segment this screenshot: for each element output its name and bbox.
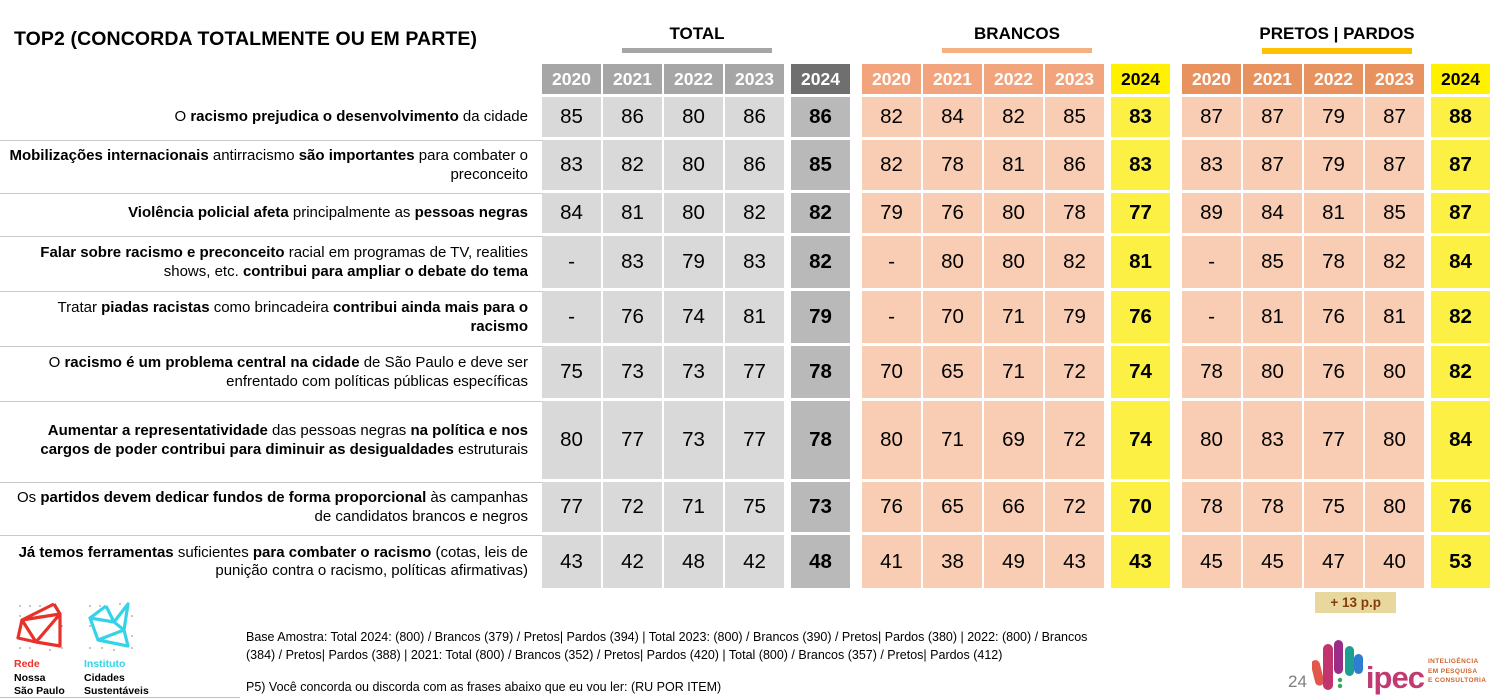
group-underline-pretos_pardos: [1262, 48, 1412, 54]
value-pretos_pardos-2021: 85: [1243, 236, 1302, 288]
value-total-2022: 74: [664, 291, 723, 343]
value-total-2023: 86: [725, 97, 784, 137]
table-row: [0, 193, 1500, 233]
value-total-2020: 43: [542, 535, 601, 588]
value-pretos_pardos-2020: 80: [1182, 401, 1241, 479]
value-pretos_pardos-2024: 84: [1431, 236, 1490, 288]
value-brancos-2022: 71: [984, 346, 1043, 398]
year-header-total-2020: 2020: [542, 64, 601, 94]
value-pretos_pardos-2021: 45: [1243, 535, 1302, 588]
value-pretos_pardos-2022: 77: [1304, 401, 1363, 479]
logo-rede-line2: Nossa: [14, 671, 46, 684]
value-pretos_pardos-2022: 78: [1304, 236, 1363, 288]
table-row: [0, 535, 1500, 588]
value-brancos-2023: 86: [1045, 140, 1104, 190]
value-brancos-2024: 76: [1111, 291, 1170, 343]
value-brancos-2023: 72: [1045, 401, 1104, 479]
value-brancos-2024: 77: [1111, 193, 1170, 233]
value-total-2023: 81: [725, 291, 784, 343]
value-brancos-2024: 81: [1111, 236, 1170, 288]
group-header-row: [0, 10, 1500, 54]
value-pretos_pardos-2020: 83: [1182, 140, 1241, 190]
value-pretos_pardos-2023: 40: [1365, 535, 1424, 588]
value-total-2024: 48: [791, 535, 850, 588]
value-pretos_pardos-2022: 81: [1304, 193, 1363, 233]
value-total-2023: 77: [725, 401, 784, 479]
value-brancos-2023: 79: [1045, 291, 1104, 343]
year-header-total-2021: 2021: [603, 64, 662, 94]
row-statement: Os partidos devem dedicar fundos de forma proporcional às campanhas de candidatos brancos e negros: [0, 482, 542, 532]
value-brancos-2022: 82: [984, 97, 1043, 137]
value-brancos-2020: -: [862, 236, 921, 288]
row-statement: Aumentar a representatividade das pessoas negras na política e nos cargos de poder contribui para diminuir as desigualdades estruturais: [0, 401, 542, 479]
value-brancos-2021: 65: [923, 346, 982, 398]
year-header-pretos_pardos-2020: 2020: [1182, 64, 1241, 94]
ipec-logo-area: [1288, 638, 1486, 694]
annotation-row: [0, 592, 1500, 613]
row-statement: Mobilizações internacionais antirracismo são importantes para combater o preconceito: [0, 140, 542, 190]
value-total-2021: 82: [603, 140, 662, 190]
group-header-total: [542, 10, 852, 54]
value-brancos-2022: 80: [984, 236, 1043, 288]
value-pretos_pardos-2020: -: [1182, 291, 1241, 343]
value-brancos-2020: 82: [862, 140, 921, 190]
value-pretos_pardos-2023: 87: [1365, 97, 1424, 137]
value-brancos-2021: 71: [923, 401, 982, 479]
group-header-brancos: [862, 10, 1172, 54]
value-pretos_pardos-2024: 53: [1431, 535, 1490, 588]
value-total-2021: 42: [603, 535, 662, 588]
value-brancos-2023: 85: [1045, 97, 1104, 137]
value-total-2022: 71: [664, 482, 723, 532]
value-brancos-2023: 72: [1045, 482, 1104, 532]
logo-instituto-cidades-sustentaveis: [84, 600, 149, 699]
value-pretos_pardos-2024: 76: [1431, 482, 1490, 532]
value-pretos_pardos-2020: 78: [1182, 346, 1241, 398]
value-total-2021: 86: [603, 97, 662, 137]
value-total-2023: 82: [725, 193, 784, 233]
value-total-2023: 77: [725, 346, 784, 398]
value-total-2022: 80: [664, 193, 723, 233]
value-brancos-2020: 80: [862, 401, 921, 479]
value-pretos_pardos-2020: 45: [1182, 535, 1241, 588]
value-pretos_pardos-2021: 87: [1243, 140, 1302, 190]
table-row: [0, 236, 1500, 288]
value-brancos-2020: 76: [862, 482, 921, 532]
value-total-2021: 81: [603, 193, 662, 233]
year-header-pretos_pardos-2024: 2024: [1431, 64, 1490, 94]
table-row: [0, 140, 1500, 190]
value-pretos_pardos-2023: 87: [1365, 140, 1424, 190]
year-header-pretos_pardos-2022: 2022: [1304, 64, 1363, 94]
value-total-2022: 79: [664, 236, 723, 288]
group-header-pretos_pardos: [1182, 10, 1492, 54]
instituto-network-icon: [84, 600, 138, 654]
value-pretos_pardos-2023: 80: [1365, 482, 1424, 532]
logo-instituto-line3: Sustentáveis: [84, 685, 149, 698]
value-brancos-2024: 74: [1111, 346, 1170, 398]
value-total-2020: 84: [542, 193, 601, 233]
value-pretos_pardos-2022: 79: [1304, 97, 1363, 137]
year-header-brancos-2024: 2024: [1111, 64, 1170, 94]
value-brancos-2022: 66: [984, 482, 1043, 532]
value-brancos-2024: 70: [1111, 482, 1170, 532]
page-number: 24: [1288, 672, 1307, 691]
year-header-brancos-2023: 2023: [1045, 64, 1104, 94]
value-brancos-2024: 74: [1111, 401, 1170, 479]
value-total-2023: 83: [725, 236, 784, 288]
value-total-2020: 77: [542, 482, 601, 532]
value-brancos-2021: 76: [923, 193, 982, 233]
value-pretos_pardos-2023: 80: [1365, 346, 1424, 398]
value-pretos_pardos-2023: 80: [1365, 401, 1424, 479]
year-row-spacer: [0, 64, 542, 94]
value-total-2020: -: [542, 291, 601, 343]
value-pretos_pardos-2024: 82: [1431, 346, 1490, 398]
value-total-2022: 80: [664, 97, 723, 137]
value-pretos_pardos-2022: 79: [1304, 140, 1363, 190]
footer-logos: [14, 600, 149, 699]
annotation-13pp: + 13 p.p: [1315, 592, 1396, 613]
year-header-brancos-2022: 2022: [984, 64, 1043, 94]
value-brancos-2020: -: [862, 291, 921, 343]
group-headers: [542, 10, 1492, 54]
value-pretos_pardos-2021: 80: [1243, 346, 1302, 398]
value-brancos-2022: 80: [984, 193, 1043, 233]
survey-table: [0, 10, 1500, 613]
ipec-tagline-line2: EM PESQUISA: [1427, 667, 1478, 675]
value-total-2020: 75: [542, 346, 601, 398]
value-brancos-2020: 41: [862, 535, 921, 588]
row-statement: Violência policial afeta principalmente as pessoas negras: [0, 193, 542, 233]
value-brancos-2022: 71: [984, 291, 1043, 343]
value-pretos_pardos-2024: 87: [1431, 193, 1490, 233]
value-pretos_pardos-2021: 78: [1243, 482, 1302, 532]
value-pretos_pardos-2023: 81: [1365, 291, 1424, 343]
ipec-tagline-line1: INTELIGÊNCIA: [1427, 657, 1479, 665]
rede-network-icon: [14, 600, 68, 654]
value-brancos-2024: 83: [1111, 140, 1170, 190]
group-label-pretos_pardos: PRETOS | PARDOS: [1259, 24, 1415, 43]
value-total-2020: 85: [542, 97, 601, 137]
logo-rede-line3: São Paulo: [14, 685, 65, 698]
value-brancos-2021: 65: [923, 482, 982, 532]
value-total-2022: 73: [664, 346, 723, 398]
year-header-brancos-2021: 2021: [923, 64, 982, 94]
value-pretos_pardos-2023: 82: [1365, 236, 1424, 288]
value-brancos-2023: 78: [1045, 193, 1104, 233]
value-total-2021: 73: [603, 346, 662, 398]
value-total-2020: 83: [542, 140, 601, 190]
page-title: TOP2 (CONCORDA TOTALMENTE OU EM PARTE): [14, 28, 478, 50]
value-total-2022: 48: [664, 535, 723, 588]
row-statement: O racismo é um problema central na cidade de São Paulo e deve ser enfrentado com políticas públicas específicas: [0, 346, 542, 398]
year-header-pretos_pardos-2023: 2023: [1365, 64, 1424, 94]
logo-instituto-line1: Instituto: [84, 658, 126, 670]
ipec-logo-icon: [1312, 638, 1364, 694]
value-pretos_pardos-2020: -: [1182, 236, 1241, 288]
table-row: [0, 346, 1500, 398]
value-brancos-2022: 81: [984, 140, 1043, 190]
value-pretos_pardos-2023: 85: [1365, 193, 1424, 233]
value-pretos_pardos-2024: 84: [1431, 401, 1490, 479]
value-brancos-2021: 80: [923, 236, 982, 288]
row-statement: Falar sobre racismo e preconceito racial em programas de TV, realities shows, etc. contribui para ampliar o debate do tema: [0, 236, 542, 288]
logo-rede-nossa-sao-paulo: [14, 600, 68, 699]
value-total-2024: 78: [791, 346, 850, 398]
value-total-2024: 78: [791, 401, 850, 479]
logo-instituto-label: [84, 658, 149, 699]
group-label-brancos: BRANCOS: [974, 24, 1060, 43]
value-pretos_pardos-2020: 78: [1182, 482, 1241, 532]
group-underline-brancos: [942, 48, 1092, 53]
slide-bottom-edge: [0, 697, 240, 698]
year-header-row: [0, 64, 1500, 94]
value-total-2021: 76: [603, 291, 662, 343]
group-underline-total: [622, 48, 772, 53]
value-pretos_pardos-2021: 84: [1243, 193, 1302, 233]
value-brancos-2022: 69: [984, 401, 1043, 479]
value-brancos-2020: 82: [862, 97, 921, 137]
value-brancos-2021: 84: [923, 97, 982, 137]
value-brancos-2020: 70: [862, 346, 921, 398]
value-pretos_pardos-2020: 89: [1182, 193, 1241, 233]
value-brancos-2020: 79: [862, 193, 921, 233]
value-pretos_pardos-2022: 76: [1304, 346, 1363, 398]
base-sample-text: Base Amostra: Total 2024: (800) / Brancos (379) / Pretos| Pardos (394) | Total 2023: (800) / Brancos (390) / Pretos| Pardos (380) | 2022: (800) / Brancos (384) / Pretos| Pardos (388) | 2021: Total (800) / Brancos (352) / Pretos| Pardos (420) | Total (800) / Brancos (357) / Pretos| Pardos (412): [246, 630, 1088, 662]
logo-rede-line1: Rede: [14, 658, 40, 670]
value-pretos_pardos-2022: 76: [1304, 291, 1363, 343]
value-brancos-2023: 43: [1045, 535, 1104, 588]
ipec-tagline: [1428, 657, 1486, 686]
value-brancos-2023: 82: [1045, 236, 1104, 288]
value-total-2024: 79: [791, 291, 850, 343]
value-pretos_pardos-2024: 88: [1431, 97, 1490, 137]
value-brancos-2023: 72: [1045, 346, 1104, 398]
ipec-logo-name: ipec: [1365, 660, 1424, 695]
year-header-pretos_pardos-2021: 2021: [1243, 64, 1302, 94]
value-total-2024: 82: [791, 236, 850, 288]
row-statement: O racismo prejudica o desenvolvimento da cidade: [174, 107, 528, 125]
table-row: [0, 482, 1500, 532]
value-total-2022: 80: [664, 140, 723, 190]
year-header-brancos-2020: 2020: [862, 64, 921, 94]
value-pretos_pardos-2024: 87: [1431, 140, 1490, 190]
value-pretos_pardos-2022: 75: [1304, 482, 1363, 532]
value-total-2023: 86: [725, 140, 784, 190]
value-total-2022: 73: [664, 401, 723, 479]
value-brancos-2024: 43: [1111, 535, 1170, 588]
value-pretos_pardos-2021: 87: [1243, 97, 1302, 137]
year-header-total-2022: 2022: [664, 64, 723, 94]
group-label-total: TOTAL: [669, 24, 725, 43]
table-row: [0, 97, 1500, 137]
table-rows: [0, 97, 1500, 588]
value-pretos_pardos-2021: 81: [1243, 291, 1302, 343]
ipec-tagline-line3: E CONSULTORIA: [1427, 677, 1487, 685]
logo-rede-label: [14, 658, 68, 699]
value-pretos_pardos-2022: 47: [1304, 535, 1363, 588]
value-total-2020: 80: [542, 401, 601, 479]
value-total-2023: 42: [725, 535, 784, 588]
year-header-total-2024: 2024: [791, 64, 850, 94]
value-brancos-2021: 38: [923, 535, 982, 588]
value-total-2024: 82: [791, 193, 850, 233]
value-brancos-2021: 70: [923, 291, 982, 343]
logo-instituto-line2: Cidades: [84, 671, 125, 684]
table-row: [0, 401, 1500, 479]
table-row: [0, 291, 1500, 343]
row-statement: Tratar piadas racistas como brincadeira contribui ainda mais para o racismo: [0, 291, 542, 343]
question-text: P5) Você concorda ou discorda com as frases abaixo que eu vou ler: (RU POR ITEM): [246, 680, 722, 694]
value-total-2024: 86: [791, 97, 850, 137]
value-pretos_pardos-2024: 82: [1431, 291, 1490, 343]
value-total-2021: 77: [603, 401, 662, 479]
value-brancos-2024: 83: [1111, 97, 1170, 137]
row-statement: Já temos ferramentas suficientes para combater o racismo (cotas, leis de punição contra o racismo, políticas afirmativas): [0, 535, 542, 588]
value-total-2020: -: [542, 236, 601, 288]
value-total-2024: 73: [791, 482, 850, 532]
value-total-2021: 83: [603, 236, 662, 288]
year-header-total-2023: 2023: [725, 64, 784, 94]
value-total-2024: 85: [791, 140, 850, 190]
value-pretos_pardos-2020: 87: [1182, 97, 1241, 137]
value-brancos-2021: 78: [923, 140, 982, 190]
value-pretos_pardos-2021: 83: [1243, 401, 1302, 479]
value-total-2021: 72: [603, 482, 662, 532]
value-brancos-2022: 49: [984, 535, 1043, 588]
value-total-2023: 75: [725, 482, 784, 532]
